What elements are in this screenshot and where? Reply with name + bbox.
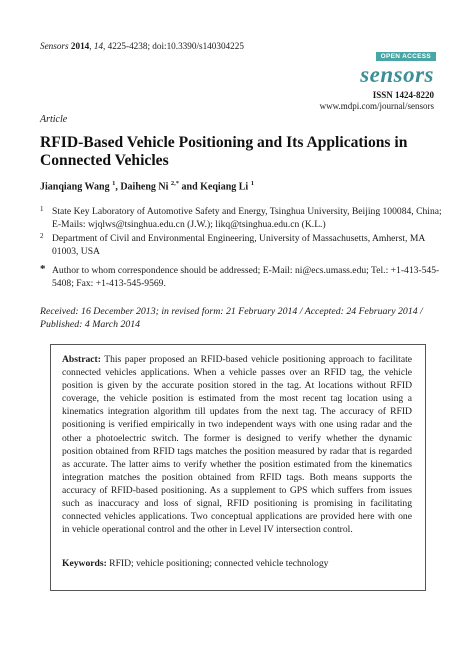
article-type: Article: [40, 114, 68, 125]
paper-title: RFID-Based Vehicle Positioning and Its Applications in Connected Vehicles: [40, 134, 408, 169]
affiliation-text: Department of Civil and Environmental Engineering, University of Massachusetts, Amherst, MA 01003, USA: [52, 233, 425, 257]
author-name: Jianqiang Wang: [40, 181, 110, 193]
issn: ISSN 1424-8220: [372, 90, 434, 100]
abstract-label: Abstract:: [62, 354, 101, 365]
correspondence-mark: *: [40, 263, 46, 275]
author-name: Keqiang Li: [200, 181, 249, 193]
journal-name: Sensors: [40, 41, 69, 51]
citation-volume: 14: [93, 41, 104, 51]
author-name: Daiheng Ni: [120, 181, 169, 193]
author-list: [40, 180, 254, 192]
affiliation-mark: 1: [40, 205, 44, 213]
author-affiliation-mark: 2,*: [170, 180, 180, 187]
author-separator: and: [179, 181, 201, 193]
author-affiliation-mark: 1: [112, 180, 116, 187]
correspondence-text: Author to whom correspondence should be addressed; E-Mail: ni@ecs.umass.edu; Tel.: +1-413-545-5408; Fax: +1-413-545-9569.: [52, 265, 440, 289]
journal-logo: sensors: [360, 62, 434, 87]
affiliation-text: State Key Laboratory of Automotive Safety and Energy, Tsinghua University, Beijing 100084, China; E-Mails: wjqlws@tsinghua.edu.cn (J.W.); likq@tsinghua.edu.cn (K.L.): [52, 206, 442, 230]
citation-rest: , 4225-4238; doi:10.3390/s140304225: [103, 41, 244, 51]
keywords-text: RFID; vehicle positioning; connected vehicle technology: [106, 558, 329, 569]
affiliation-mark: 2: [40, 232, 44, 240]
keywords-label: Keywords:: [62, 558, 107, 569]
citation-line: Sensors 2014, 14, 4225-4238; doi:10.3390/s140304225: [40, 41, 244, 51]
keywords: [62, 558, 412, 569]
author-separator: ,: [115, 181, 121, 193]
open-access-badge: OPEN ACCESS: [376, 52, 436, 61]
journal-url[interactable]: www.mdpi.com/journal/sensors: [319, 101, 434, 111]
publication-dates: Received: 16 December 2013; in revised form: 21 February 2014 / Accepted: 24 February 2014 / Published: 4 March 2014: [40, 306, 423, 330]
author-affiliation-mark: 1: [250, 180, 254, 187]
citation-year: 2014: [70, 41, 90, 51]
abstract: [62, 353, 412, 536]
abstract-text: This paper proposed an RFID-based vehicle positioning approach to facilitate connected vehicles applications. When a vehicle passes over an RFID tag, the vehicle position is given by the accurate position stored in the tag. At locations without RFID coverage, the vehicle position is estimated from the most recent tag location using a kinematics integration algorithm till updates from the next tag. The accuracy of RFID positioning is verified empirically in two independent ways with one using radar and the other a photoelectric switch. The former is designed to verify whether the dynamic position obtained from RFID tags matches the position measured by radar that is regarded as accurate. The latter aims to verify whether the position estimated from the kinematics integration matches the position obtained from RFID tags. Both means supports the accuracy of RFID-based positioning. As a supplement to GPS which suffers from issues such as inaccuracy and loss of signal, RFID positioning is promising in facilitating connected vehicles applications. Two conceptual applications are provided here with one in vehicle operational control and the other in Level IV intersection control.: [62, 354, 412, 536]
